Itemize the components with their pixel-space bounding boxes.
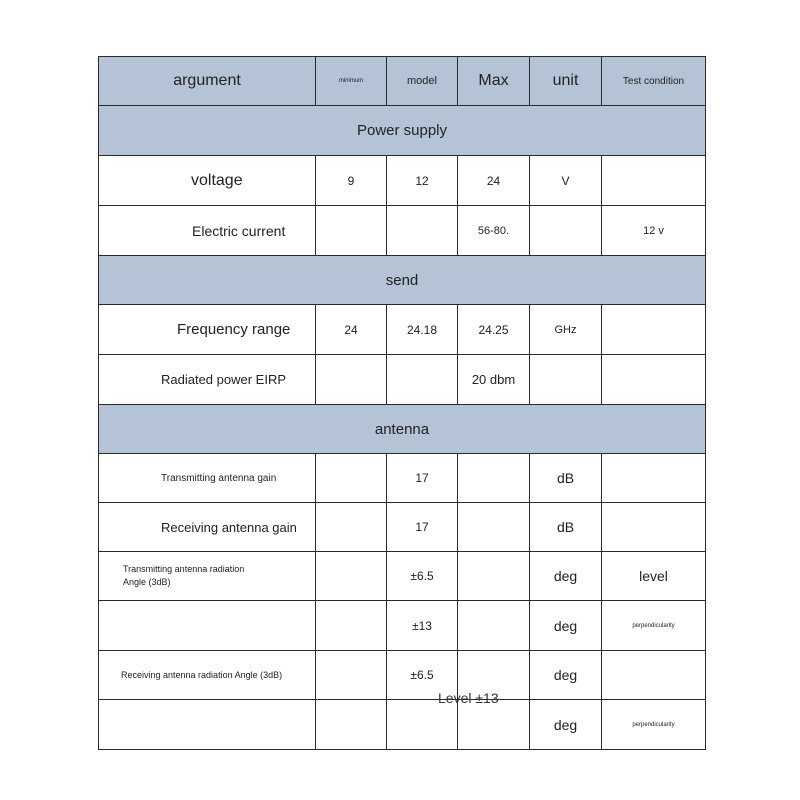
cell-voltage-condition [601, 155, 706, 206]
cell-rx-angle-v-condition: perpendicularity [601, 699, 706, 750]
cell-eirp-unit [529, 354, 602, 405]
cell-current-condition: 12 v [601, 205, 706, 256]
row-label-rx-angle-v [98, 699, 316, 750]
spec-table [98, 56, 706, 750]
cell-tx-angle-h-model: ±6.5 [386, 551, 458, 601]
cell-rx-angle-v-minimum [315, 699, 387, 750]
row-label-tx-angle-v [98, 600, 316, 651]
row-label-tx-angle: Transmitting antenna radiation Angle (3dB) [98, 551, 316, 601]
cell-voltage-max: 24 [457, 155, 530, 206]
row-label-electric-current: Electric current [98, 205, 316, 256]
header-unit: unit [529, 56, 602, 106]
section-power-supply: Power supply [98, 105, 706, 156]
cell-rx-gain-max [457, 502, 530, 552]
cell-rx-angle-h-unit: deg [529, 650, 602, 700]
cell-rx-angle-v-model [386, 699, 458, 750]
cell-voltage-model: 12 [386, 155, 458, 206]
cell-eirp-minimum [315, 354, 387, 405]
overlay-level-text: Level ±13 [438, 690, 499, 706]
cell-frequency-max: 24.25 [457, 304, 530, 355]
cell-tx-angle-h-unit: deg [529, 551, 602, 601]
cell-tx-angle-h-max [457, 551, 530, 601]
row-label-rx-gain: Receiving antenna gain [98, 502, 316, 552]
cell-eirp-model [386, 354, 458, 405]
cell-tx-gain-model: 17 [386, 453, 458, 503]
cell-tx-gain-unit: dB [529, 453, 602, 503]
cell-voltage-unit: V [529, 155, 602, 206]
header-minimum: minimum [315, 56, 387, 106]
cell-frequency-minimum: 24 [315, 304, 387, 355]
row-label-voltage: voltage [98, 155, 316, 206]
cell-voltage-minimum: 9 [315, 155, 387, 206]
row-label-frequency-range: Frequency range [98, 304, 316, 355]
cell-eirp-condition [601, 354, 706, 405]
row-label-tx-gain: Transmitting antenna gain [98, 453, 316, 503]
cell-rx-gain-minimum [315, 502, 387, 552]
cell-tx-gain-max [457, 453, 530, 503]
cell-tx-angle-h-condition: level [601, 551, 706, 601]
cell-tx-angle-v-minimum [315, 600, 387, 651]
header-test-condition: Test condition [601, 56, 706, 106]
cell-eirp-max: 20 dbm [457, 354, 530, 405]
header-model: model [386, 56, 458, 106]
section-send: send [98, 255, 706, 305]
cell-current-model [386, 205, 458, 256]
cell-tx-gain-minimum [315, 453, 387, 503]
cell-rx-angle-h-minimum [315, 650, 387, 700]
cell-rx-angle-v-max [457, 699, 530, 750]
cell-rx-gain-model: 17 [386, 502, 458, 552]
row-label-radiated-power: Radiated power EIRP [98, 354, 316, 405]
cell-tx-angle-v-model: ±13 [386, 600, 458, 651]
cell-rx-angle-h-condition [601, 650, 706, 700]
cell-current-minimum [315, 205, 387, 256]
cell-tx-angle-v-max [457, 600, 530, 651]
cell-current-unit [529, 205, 602, 256]
cell-frequency-unit: GHz [529, 304, 602, 355]
cell-tx-gain-condition [601, 453, 706, 503]
cell-current-max: 56-80. [457, 205, 530, 256]
cell-rx-angle-h-model: ±6.5 [386, 650, 458, 700]
section-antenna: antenna [98, 404, 706, 454]
cell-tx-angle-v-condition: perpendicularity [601, 600, 706, 651]
cell-tx-angle-v-unit: deg [529, 600, 602, 651]
cell-rx-angle-v-unit: deg [529, 699, 602, 750]
cell-rx-gain-unit: dB [529, 502, 602, 552]
row-label-rx-angle: Receiving antenna radiation Angle (3dB) [98, 650, 316, 700]
cell-frequency-model: 24.18 [386, 304, 458, 355]
cell-rx-gain-condition [601, 502, 706, 552]
header-argument: argument [98, 56, 316, 106]
cell-frequency-condition [601, 304, 706, 355]
cell-tx-angle-h-minimum [315, 551, 387, 601]
header-max: Max [457, 56, 530, 106]
